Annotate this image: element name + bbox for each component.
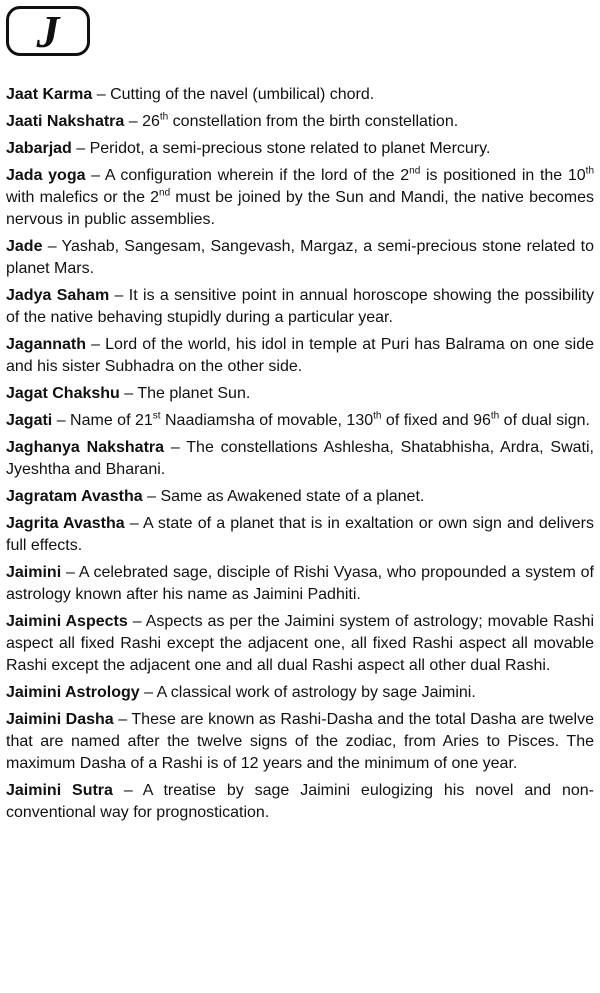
entry-term: Jaimini Dasha: [6, 711, 114, 728]
glossary-entry: Jagat Chakshu – The planet Sun.: [6, 385, 251, 402]
glossary-entry: Jaimini Dasha – These are known as Rashi-Dasha and the total Dasha are twelve that are named after the twelve signs of the zodiac, from Aries to Pisces. The maximum Dasha of a Rashi is of 12 years and the minimum of one year.: [6, 711, 594, 772]
entry-definition: Yashab, Sangesam, Sangevash, Margaz, a semi-precious stone related to planet Mars.: [6, 238, 594, 277]
glossary-entry: Jaat Karma – Cutting of the navel (umbilical) chord.: [6, 86, 375, 103]
entry-term: Jaat Karma: [6, 86, 93, 103]
entry-definition: These are known as Rashi-Dasha and the total Dasha are twelve that are named after the twelve signs of the zodiac, from Aries to Pisces. The maximum Dasha of a Rashi is of 12 years and the minimum of one year.: [6, 711, 594, 772]
entry-term: Jaimini Sutra: [6, 782, 113, 799]
glossary-entry: Jadya Saham – It is a sensitive point in annual horoscope showing the possibility of the native behaving stupidly during a particular year.: [6, 287, 595, 326]
entry-definition: Aspects as per the Jaimini system of astrology; movable Rashi aspect all fixed Rashi except the adjacent one, all fixed Rashi aspect all movable Rashi except the adjacent one and all dual Rashi aspect all other dual Rashi.: [6, 613, 595, 674]
entry-term: Jada yoga: [6, 167, 86, 184]
entry-term: Jade: [6, 238, 43, 255]
glossary-entry: Jaimini Aspects – Aspects as per the Jaimini system of astrology; movable Rashi aspect all fixed Rashi except the adjacent one, all fixed Rashi aspect all movable Rashi except the adjacent one and all dual Rashi aspect all other dual Rashi.: [6, 613, 595, 674]
section-letter: J: [36, 6, 60, 57]
entry-definition: 26th constellation from the birth constellation.: [142, 111, 459, 130]
entry-term: Jaati Nakshatra: [6, 113, 125, 130]
glossary-entry: Jabarjad – Peridot, a semi-precious stone related to planet Mercury.: [6, 140, 491, 157]
entry-term: Jabarjad: [6, 140, 72, 157]
entry-definition: The planet Sun.: [137, 385, 251, 402]
entry-term: Jagati: [6, 412, 53, 429]
entry-definition: Name of 21st Naadiamsha of movable, 130th of fixed and 96th of dual sign.: [70, 410, 590, 429]
glossary-entry: Jaimini – A celebrated sage, disciple of Rishi Vyasa, who propounded a system of astrology known after his name as Jaimini Padhiti.: [6, 564, 595, 603]
entry-term: Jagratam Avastha: [6, 488, 143, 505]
glossary-entry: Jaimini Astrology – A classical work of astrology by sage Jaimini.: [6, 684, 476, 701]
glossary-entry: Jagrita Avastha – A state of a planet that is in exaltation or own sign and delivers full effects.: [6, 515, 595, 554]
glossary-entry: Jagratam Avastha – Same as Awakened state of a planet.: [6, 488, 425, 505]
glossary-entry: Jaimini Sutra – A treatise by sage Jaimini eulogizing his novel and non-conventional way for prognostication.: [6, 782, 595, 821]
entry-term: Jaimini Astrology: [6, 684, 140, 701]
entry-term: Jaghanya Nakshatra: [6, 439, 165, 456]
entry-definition: A configuration wherein if the lord of the 2nd is positioned in the 10th with malefics or the 2nd must be joined by the Sun and Mandi, the native becomes nervous in public assemblies.: [6, 165, 595, 228]
entry-term: Jagrita Avastha: [6, 515, 125, 532]
section-letter-box: [6, 6, 90, 56]
glossary-entry: Jagati – Name of 21st Naadiamsha of movable, 130th of fixed and 96th of dual sign.: [6, 410, 590, 429]
entry-term: Jaimini: [6, 564, 62, 581]
entry-definition: Lord of the world, his idol in temple at Puri has Balrama on one side and his sister Subhadra on the other side.: [6, 336, 594, 375]
entry-term: Jaimini Aspects: [6, 613, 128, 630]
entry-definition: Same as Awakened state of a planet.: [160, 488, 425, 505]
entry-definition: Cutting of the navel (umbilical) chord.: [110, 86, 375, 103]
entry-definition: It is a sensitive point in annual horoscope showing the possibility of the native behaving stupidly during a particular year.: [6, 287, 595, 326]
glossary-entries: [6, 84, 594, 829]
glossary-entry: Jaghanya Nakshatra – The constellations Ashlesha, Shatabhisha, Ardra, Swati, Jyeshtha and Bharani.: [6, 439, 594, 478]
entry-definition: A treatise by sage Jaimini eulogizing his novel and non-conventional way for prognostication.: [6, 782, 595, 821]
entry-definition: A classical work of astrology by sage Jaimini.: [156, 684, 476, 701]
entry-definition: A celebrated sage, disciple of Rishi Vyasa, who propounded a system of astrology known after his name as Jaimini Padhiti.: [6, 564, 595, 603]
entry-definition: A state of a planet that is in exaltation or own sign and delivers full effects.: [6, 515, 595, 554]
entry-term: Jagannath: [6, 336, 87, 353]
glossary-entry: Jada yoga – A configuration wherein if the lord of the 2nd is positioned in the 10th with malefics or the 2nd must be joined by the Sun and Mandi, the native becomes nervous in public assemblies.: [6, 165, 595, 228]
entry-term: Jadya Saham: [6, 287, 110, 304]
glossary-entry: Jagannath – Lord of the world, his idol in temple at Puri has Balrama on one side and his sister Subhadra on the other side.: [6, 336, 594, 375]
glossary-entry: Jaati Nakshatra – 26th constellation from the birth constellation.: [6, 111, 459, 130]
entry-term: Jagat Chakshu: [6, 385, 120, 402]
entry-definition: The constellations Ashlesha, Shatabhisha, Ardra, Swati, Jyeshtha and Bharani.: [6, 439, 594, 478]
glossary-entry: Jade – Yashab, Sangesam, Sangevash, Margaz, a semi-precious stone related to planet Mars.: [6, 238, 594, 277]
entry-definition: Peridot, a semi-precious stone related to planet Mercury.: [89, 140, 491, 157]
